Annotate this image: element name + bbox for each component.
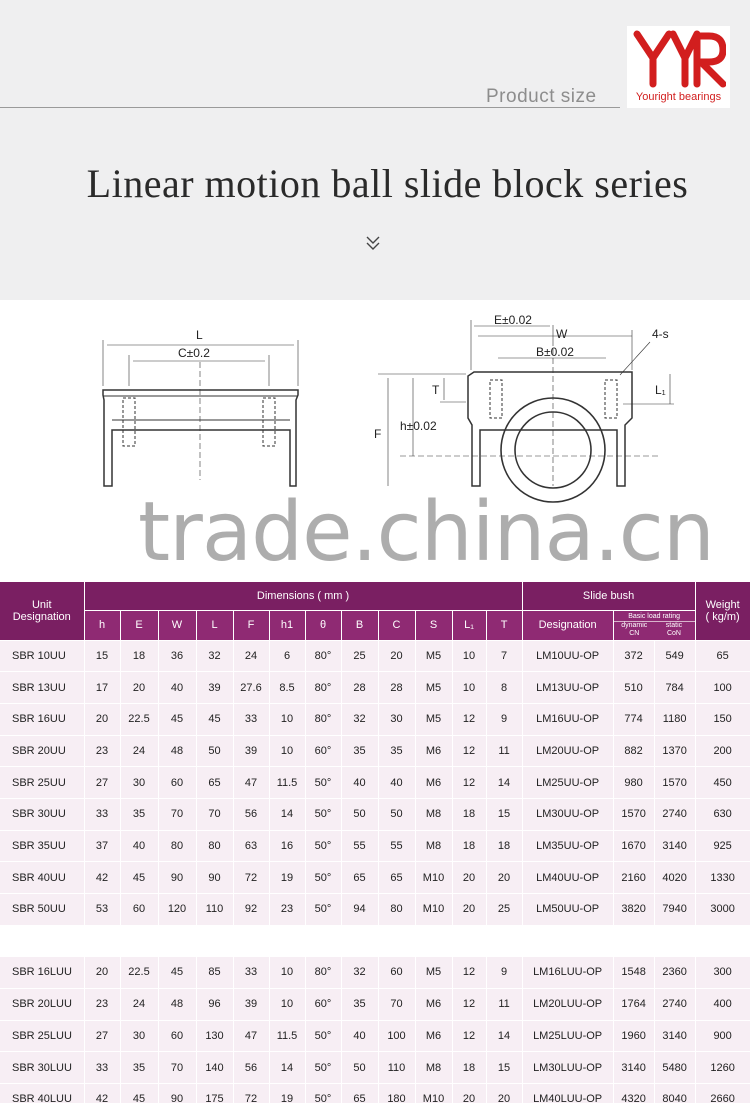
- table-cell: 56: [233, 1052, 269, 1084]
- table-cell: 90: [158, 862, 196, 894]
- table-cell: 42: [84, 862, 120, 894]
- table-cell: 37: [84, 830, 120, 862]
- table-cell: 27: [84, 1020, 120, 1052]
- table-cell: 16: [269, 830, 305, 862]
- table-cell: 549: [654, 640, 695, 672]
- unit-designation-cell: SBR 10UU: [0, 640, 84, 672]
- table-cell: 27: [84, 767, 120, 799]
- table-cell: 3140: [654, 830, 695, 862]
- table-cell: 784: [654, 672, 695, 704]
- table-cell: 120: [158, 894, 196, 926]
- dim-f-label: F: [374, 427, 382, 441]
- weight-header: Weight ( kg/m): [695, 582, 750, 640]
- table-row: [0, 989, 750, 1021]
- table-cell: 45: [120, 862, 158, 894]
- bush-designation-cell: LM20LUU-OP: [522, 989, 613, 1021]
- table-cell: 32: [196, 640, 233, 672]
- unit-designation-cell: SBR 25UU: [0, 767, 84, 799]
- table-cell: 24: [120, 989, 158, 1021]
- table-row: [0, 735, 750, 767]
- basic-load-rating-label: Basic load rating: [614, 612, 695, 622]
- table-cell: 20: [486, 1084, 522, 1103]
- col-w: W: [158, 610, 196, 640]
- col-f: F: [233, 610, 269, 640]
- table-cell: 3140: [654, 1020, 695, 1052]
- table-cell: 20: [120, 672, 158, 704]
- dynamic-label: dynamic CN: [621, 622, 648, 637]
- col-l1: L₁: [452, 610, 486, 640]
- table-cell: 100: [378, 1020, 415, 1052]
- table-cell: 12: [452, 703, 486, 735]
- gap-cell: [0, 925, 750, 957]
- watermark-text: trade.china.cn: [138, 485, 714, 580]
- table-cell: 4020: [654, 862, 695, 894]
- table-cell: 25: [486, 894, 522, 926]
- dim-l1-label: L₁: [655, 383, 666, 397]
- dim-4s-label: 4-s: [652, 327, 669, 341]
- table-row: [0, 957, 750, 989]
- table-cell: M5: [415, 640, 452, 672]
- table-row: [0, 1020, 750, 1052]
- table-cell: 35: [378, 735, 415, 767]
- table-cell: 65: [695, 640, 750, 672]
- table-cell: 30: [120, 1020, 158, 1052]
- table-cell: 150: [695, 703, 750, 735]
- col-b: B: [341, 610, 378, 640]
- table-cell: 50°: [305, 1084, 341, 1103]
- table-cell: 50: [341, 798, 378, 830]
- table-cell: 40: [341, 1020, 378, 1052]
- table-cell: 23: [84, 735, 120, 767]
- table-cell: 18: [452, 830, 486, 862]
- table-body: [0, 640, 750, 1103]
- table-row: [0, 767, 750, 799]
- table-cell: 7940: [654, 894, 695, 926]
- table-cell: 60: [158, 1020, 196, 1052]
- col-load-rating: [613, 610, 695, 640]
- table-cell: 50: [341, 1052, 378, 1084]
- table-cell: 3000: [695, 894, 750, 926]
- table-cell: 35: [341, 989, 378, 1021]
- table-cell: 24: [233, 640, 269, 672]
- bush-designation-cell: LM16UU-OP: [522, 703, 613, 735]
- table-cell: 15: [486, 1052, 522, 1084]
- table-cell: 18: [486, 830, 522, 862]
- bush-designation-cell: LM50UU-OP: [522, 894, 613, 926]
- table-cell: 45: [158, 703, 196, 735]
- table-cell: 12: [452, 735, 486, 767]
- table-cell: 65: [196, 767, 233, 799]
- table-cell: 372: [613, 640, 654, 672]
- table-cell: 400: [695, 989, 750, 1021]
- table-cell: 35: [341, 735, 378, 767]
- col-h1: h1: [269, 610, 305, 640]
- table-cell: 27.6: [233, 672, 269, 704]
- table-cell: 28: [378, 672, 415, 704]
- col-c: C: [378, 610, 415, 640]
- table-row: [0, 1084, 750, 1103]
- table-cell: 882: [613, 735, 654, 767]
- bush-designation-cell: LM10UU-OP: [522, 640, 613, 672]
- section-label: Product size: [486, 86, 597, 107]
- table-cell: 35: [120, 1052, 158, 1084]
- table-cell: 774: [613, 703, 654, 735]
- table-cell: 20: [378, 640, 415, 672]
- table-cell: 10: [269, 957, 305, 989]
- bush-designation-cell: LM35UU-OP: [522, 830, 613, 862]
- table-cell: 12: [452, 767, 486, 799]
- table-cell: 20: [84, 957, 120, 989]
- table-cell: 80°: [305, 672, 341, 704]
- table-row: [0, 1052, 750, 1084]
- table-cell: 60°: [305, 989, 341, 1021]
- table-cell: 19: [269, 862, 305, 894]
- table-cell: 32: [341, 957, 378, 989]
- bush-designation-cell: LM40UU-OP: [522, 862, 613, 894]
- table-cell: 1260: [695, 1052, 750, 1084]
- table-cell: 28: [341, 672, 378, 704]
- table-cell: 70: [378, 989, 415, 1021]
- col-t: T: [486, 610, 522, 640]
- table-cell: 10: [452, 640, 486, 672]
- table-cell: 20: [452, 1084, 486, 1103]
- table-cell: 180: [378, 1084, 415, 1103]
- table-cell: M6: [415, 767, 452, 799]
- unit-designation-cell: SBR 30UU: [0, 798, 84, 830]
- table-cell: 14: [486, 1020, 522, 1052]
- table-row: [0, 798, 750, 830]
- table-cell: 8040: [654, 1084, 695, 1103]
- table-cell: M10: [415, 862, 452, 894]
- dim-l-label: L: [196, 328, 203, 342]
- table-cell: 4320: [613, 1084, 654, 1103]
- table-cell: 6: [269, 640, 305, 672]
- table-cell: 3140: [613, 1052, 654, 1084]
- dim-e-label: E±0.02: [494, 313, 532, 327]
- table-cell: 63: [233, 830, 269, 862]
- table-cell: 70: [158, 1052, 196, 1084]
- table-cell: M10: [415, 894, 452, 926]
- table-cell: 10: [269, 703, 305, 735]
- bush-designation-cell: LM40LUU-OP: [522, 1084, 613, 1103]
- bush-designation-cell: LM25LUU-OP: [522, 1020, 613, 1052]
- table-cell: M5: [415, 957, 452, 989]
- table-cell: 47: [233, 767, 269, 799]
- table-cell: 92: [233, 894, 269, 926]
- table-cell: 200: [695, 735, 750, 767]
- table-cell: 1764: [613, 989, 654, 1021]
- table-cell: 2740: [654, 798, 695, 830]
- bush-designation-cell: LM20UU-OP: [522, 735, 613, 767]
- table-cell: 96: [196, 989, 233, 1021]
- table-cell: 94: [341, 894, 378, 926]
- table-cell: 18: [120, 640, 158, 672]
- table-cell: 50°: [305, 1052, 341, 1084]
- unit-designation-cell: SBR 13UU: [0, 672, 84, 704]
- table-cell: 50°: [305, 830, 341, 862]
- table-cell: M8: [415, 1052, 452, 1084]
- bush-designation-cell: LM30UU-OP: [522, 798, 613, 830]
- table-cell: 35: [120, 798, 158, 830]
- table-cell: 12: [452, 1020, 486, 1052]
- dim-c-label: C±0.2: [178, 346, 210, 360]
- table-group-gap: [0, 925, 750, 957]
- table-cell: 85: [196, 957, 233, 989]
- table-cell: 55: [341, 830, 378, 862]
- table-cell: 72: [233, 1084, 269, 1103]
- table-cell: 1670: [613, 830, 654, 862]
- table-cell: 22.5: [120, 957, 158, 989]
- table-cell: 23: [84, 989, 120, 1021]
- bush-designation-cell: LM16LUU-OP: [522, 957, 613, 989]
- table-cell: 9: [486, 957, 522, 989]
- unit-header: Unit Designation: [0, 582, 84, 640]
- table-cell: 7: [486, 640, 522, 672]
- table-cell: 110: [378, 1052, 415, 1084]
- table-cell: 42: [84, 1084, 120, 1103]
- table-cell: 30: [120, 767, 158, 799]
- table-cell: 65: [341, 862, 378, 894]
- unit-designation-cell: SBR 20UU: [0, 735, 84, 767]
- table-cell: 450: [695, 767, 750, 799]
- table-cell: 8.5: [269, 672, 305, 704]
- table-cell: 50°: [305, 767, 341, 799]
- dim-w-label: W: [556, 327, 568, 341]
- dim-t-label: T: [432, 383, 440, 397]
- table-cell: 140: [196, 1052, 233, 1084]
- table-cell: 36: [158, 640, 196, 672]
- table-row: [0, 830, 750, 862]
- table-cell: 18: [452, 798, 486, 830]
- table-cell: 23: [269, 894, 305, 926]
- table-cell: 39: [233, 735, 269, 767]
- table-cell: 11.5: [269, 767, 305, 799]
- table-cell: 65: [341, 1084, 378, 1103]
- table-cell: 980: [613, 767, 654, 799]
- table-cell: 18: [452, 1052, 486, 1084]
- table-row: [0, 862, 750, 894]
- table-cell: 24: [120, 735, 158, 767]
- table-cell: 33: [84, 798, 120, 830]
- table-row: [0, 640, 750, 672]
- table-cell: 80: [196, 830, 233, 862]
- table-cell: 14: [269, 798, 305, 830]
- table-cell: 20: [84, 703, 120, 735]
- table-cell: 53: [84, 894, 120, 926]
- brand-name: Youright bearings: [635, 91, 722, 103]
- yr-logo-icon: [631, 28, 726, 90]
- dim-h-label: h±0.02: [400, 419, 437, 433]
- table-cell: 22.5: [120, 703, 158, 735]
- table-row: [0, 894, 750, 926]
- table-cell: M6: [415, 735, 452, 767]
- table-cell: 60: [378, 957, 415, 989]
- table-cell: 12: [452, 989, 486, 1021]
- table-cell: 80°: [305, 640, 341, 672]
- unit-designation-cell: SBR 25LUU: [0, 1020, 84, 1052]
- table-cell: M10: [415, 1084, 452, 1103]
- table-cell: 9: [486, 703, 522, 735]
- table-cell: 80: [158, 830, 196, 862]
- col-s: S: [415, 610, 452, 640]
- table-cell: 65: [378, 862, 415, 894]
- col-h: h: [84, 610, 120, 640]
- table-cell: 48: [158, 989, 196, 1021]
- table-cell: 56: [233, 798, 269, 830]
- static-label: static CoN: [665, 622, 683, 637]
- table-cell: 90: [158, 1084, 196, 1103]
- table-cell: 1370: [654, 735, 695, 767]
- unit-designation-cell: SBR 30LUU: [0, 1052, 84, 1084]
- table-cell: 39: [233, 989, 269, 1021]
- dim-b-label: B±0.02: [536, 345, 574, 359]
- table-cell: 14: [269, 1052, 305, 1084]
- slide-bush-header: Slide bush: [522, 582, 695, 610]
- table-cell: 8: [486, 672, 522, 704]
- page-title: Linear motion ball slide block series: [86, 161, 689, 206]
- table-cell: 11: [486, 989, 522, 1021]
- table-cell: 900: [695, 1020, 750, 1052]
- col-l: L: [196, 610, 233, 640]
- table-cell: 70: [158, 798, 196, 830]
- table-cell: M8: [415, 798, 452, 830]
- table-cell: 90: [196, 862, 233, 894]
- table-cell: M6: [415, 1020, 452, 1052]
- table-cell: 20: [452, 862, 486, 894]
- table-cell: 3820: [613, 894, 654, 926]
- table-cell: 15: [84, 640, 120, 672]
- table-row: [0, 703, 750, 735]
- table-cell: M5: [415, 703, 452, 735]
- table-cell: 11: [486, 735, 522, 767]
- table-cell: M8: [415, 830, 452, 862]
- col-bush-designation: Designation: [522, 610, 613, 640]
- dimensions-header: Dimensions ( mm ): [84, 582, 522, 610]
- col-e: E: [120, 610, 158, 640]
- table-cell: 45: [196, 703, 233, 735]
- table-cell: 40: [341, 767, 378, 799]
- col-theta: θ: [305, 610, 341, 640]
- table-cell: 110: [196, 894, 233, 926]
- table-cell: 20: [452, 894, 486, 926]
- unit-designation-cell: SBR 16UU: [0, 703, 84, 735]
- bush-designation-cell: LM13UU-OP: [522, 672, 613, 704]
- table-cell: 100: [695, 672, 750, 704]
- table-cell: 50°: [305, 1020, 341, 1052]
- table-cell: 33: [233, 703, 269, 735]
- unit-designation-cell: SBR 35UU: [0, 830, 84, 862]
- table-cell: 1570: [654, 767, 695, 799]
- table-cell: 55: [378, 830, 415, 862]
- table-cell: 45: [120, 1084, 158, 1103]
- table-cell: 80: [378, 894, 415, 926]
- table-cell: 40: [378, 767, 415, 799]
- table-cell: 630: [695, 798, 750, 830]
- table-cell: 17: [84, 672, 120, 704]
- table-cell: 5480: [654, 1052, 695, 1084]
- table-row: [0, 672, 750, 704]
- table-cell: 15: [486, 798, 522, 830]
- table-cell: 50: [378, 798, 415, 830]
- table-cell: 33: [84, 1052, 120, 1084]
- table-cell: 510: [613, 672, 654, 704]
- table-cell: 14: [486, 767, 522, 799]
- table-cell: 130: [196, 1020, 233, 1052]
- table-cell: 70: [196, 798, 233, 830]
- brand-logo: [627, 26, 730, 108]
- table-cell: 10: [269, 735, 305, 767]
- table-cell: 175: [196, 1084, 233, 1103]
- double-chevron-down-icon: [363, 232, 383, 254]
- unit-designation-cell: SBR 16LUU: [0, 957, 84, 989]
- table-cell: 11.5: [269, 1020, 305, 1052]
- table-cell: 1548: [613, 957, 654, 989]
- table-cell: 1330: [695, 862, 750, 894]
- table-cell: 2740: [654, 989, 695, 1021]
- bush-designation-cell: LM25UU-OP: [522, 767, 613, 799]
- unit-designation-cell: SBR 40LUU: [0, 1084, 84, 1103]
- unit-designation-cell: SBR 50UU: [0, 894, 84, 926]
- table-cell: 72: [233, 862, 269, 894]
- table-cell: 40: [120, 830, 158, 862]
- table-cell: 2360: [654, 957, 695, 989]
- table-cell: 45: [158, 957, 196, 989]
- unit-designation-cell: SBR 40UU: [0, 862, 84, 894]
- table-cell: M5: [415, 672, 452, 704]
- table-cell: 2660: [695, 1084, 750, 1103]
- table-cell: 80°: [305, 703, 341, 735]
- table-cell: 1960: [613, 1020, 654, 1052]
- table-cell: 33: [233, 957, 269, 989]
- table-cell: 80°: [305, 957, 341, 989]
- table-cell: 60: [158, 767, 196, 799]
- table-cell: 50: [196, 735, 233, 767]
- table-cell: 40: [158, 672, 196, 704]
- page-header: [0, 0, 750, 300]
- table-cell: 30: [378, 703, 415, 735]
- table-cell: 1570: [613, 798, 654, 830]
- table-cell: 300: [695, 957, 750, 989]
- table-cell: 32: [341, 703, 378, 735]
- table-cell: 50°: [305, 894, 341, 926]
- table-cell: M6: [415, 989, 452, 1021]
- table-cell: 48: [158, 735, 196, 767]
- table-cell: 20: [486, 862, 522, 894]
- table-cell: 50°: [305, 798, 341, 830]
- bush-designation-cell: LM30LUU-OP: [522, 1052, 613, 1084]
- table-cell: 925: [695, 830, 750, 862]
- table-cell: 60°: [305, 735, 341, 767]
- table-cell: 12: [452, 957, 486, 989]
- table-cell: 10: [452, 672, 486, 704]
- table-cell: 2160: [613, 862, 654, 894]
- table-cell: 47: [233, 1020, 269, 1052]
- table-cell: 10: [269, 989, 305, 1021]
- table-cell: 1180: [654, 703, 695, 735]
- spec-table: [0, 582, 750, 1103]
- table-cell: 25: [341, 640, 378, 672]
- table-cell: 60: [120, 894, 158, 926]
- unit-designation-cell: SBR 20LUU: [0, 989, 84, 1021]
- table-cell: 50°: [305, 862, 341, 894]
- table-cell: 19: [269, 1084, 305, 1103]
- table-cell: 39: [196, 672, 233, 704]
